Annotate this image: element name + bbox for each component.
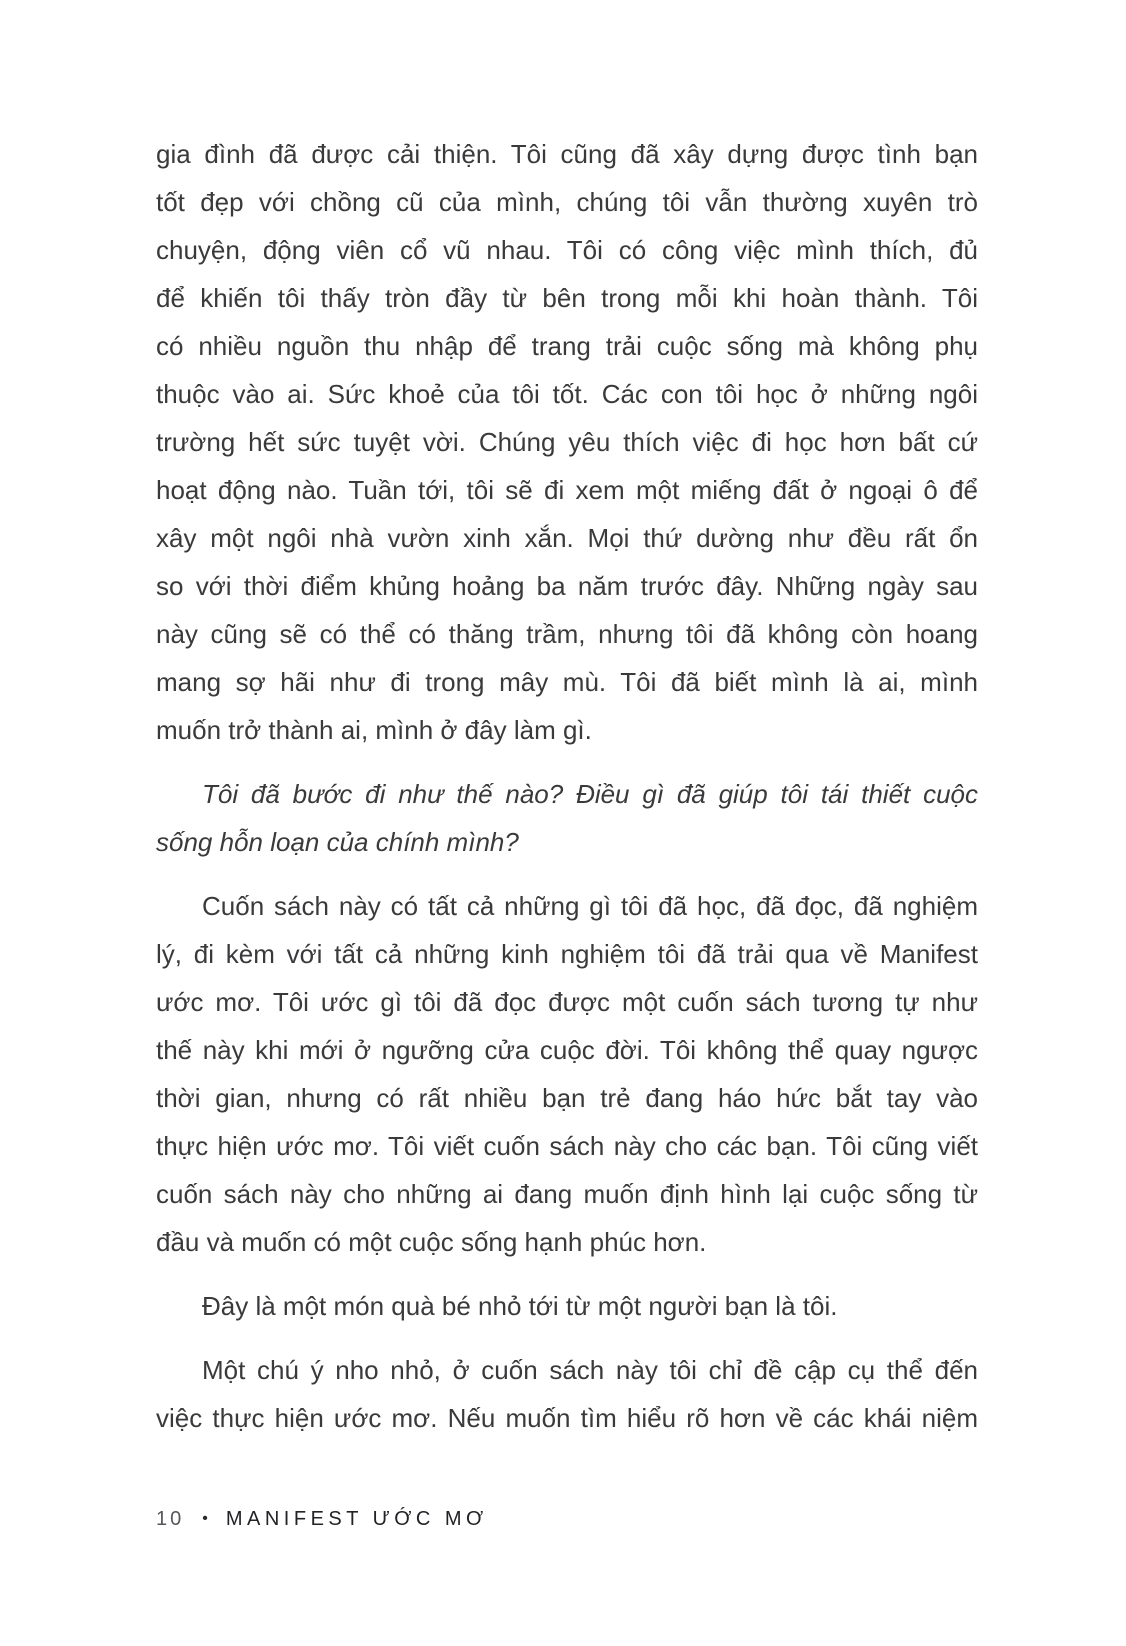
- text-line: chuyện, động viên cổ vũ nhau. Tôi có công việc mình thích, đủ: [156, 235, 978, 265]
- text-line: Cuốn sách này có tất cả những gì tôi đã học, đã đọc, đã nghiệm: [202, 891, 978, 921]
- text-line: đầu và muốn có một cuộc sống hạnh phúc hơn.: [156, 1227, 707, 1257]
- text-line: tốt đẹp với chồng cũ của mình, chúng tôi vẫn thường xuyên trò: [156, 187, 978, 217]
- text-line: thời gian, nhưng có rất nhiều bạn trẻ đang háo hức bắt tay vào: [156, 1083, 978, 1113]
- text-line: thực hiện ước mơ. Tôi viết cuốn sách này cho các bạn. Tôi cũng viết: [156, 1131, 978, 1161]
- text-line: sống hỗn loạn của chính mình?: [156, 827, 519, 857]
- text-line: so với thời điểm khủng hoảng ba năm trước đây. Những ngày sau: [156, 571, 978, 601]
- text-line: ước mơ. Tôi ước gì tôi đã đọc được một cuốn sách tương tự như: [156, 987, 978, 1017]
- text-line: muốn trở thành ai, mình ở đây làm gì.: [156, 715, 592, 745]
- text-line: mang sợ hãi như đi trong mây mù. Tôi đã biết mình là ai, mình: [156, 667, 978, 697]
- text-line: Một chú ý nho nhỏ, ở cuốn sách này tôi chỉ đề cập cụ thể đến: [202, 1355, 978, 1385]
- text-line: xây một ngôi nhà vườn xinh xắn. Mọi thứ dường như đều rất ổn: [156, 523, 978, 553]
- text-line: trường hết sức tuyệt vời. Chúng yêu thích việc đi học hơn bất cứ: [156, 427, 978, 457]
- text-line: cuốn sách này cho những ai đang muốn định hình lại cuộc sống từ: [156, 1179, 978, 1209]
- paragraph: [156, 1282, 978, 1330]
- footer-separator-bullet: •: [202, 1510, 208, 1527]
- text-line: thế này khi mới ở ngưỡng cửa cuộc đời. Tôi không thể quay ngược: [156, 1035, 978, 1065]
- text-line: hoạt động nào. Tuần tới, tôi sẽ đi xem một miếng đất ở ngoại ô để: [156, 475, 978, 505]
- paragraph-italic-question: [156, 770, 978, 866]
- text-line: có nhiều nguồn thu nhập để trang trải cuộc sống mà không phụ: [156, 331, 978, 361]
- page-number: 10: [156, 1508, 185, 1530]
- text-line: việc thực hiện ước mơ. Nếu muốn tìm hiểu rõ hơn về các khái niệm: [156, 1403, 978, 1433]
- page-footer: [156, 1506, 488, 1532]
- text-line: lý, đi kèm với tất cả những kinh nghiệm tôi đã trải qua về Manifest: [156, 939, 978, 969]
- text-line: này cũng sẽ có thể có thăng trầm, nhưng tôi đã không còn hoang: [156, 619, 978, 649]
- paragraph: [156, 130, 978, 754]
- text-line: Đây là một món quà bé nhỏ tới từ một người bạn là tôi.: [202, 1291, 838, 1321]
- text-line: để khiến tôi thấy tròn đầy từ bên trong mỗi khi hoàn thành. Tôi: [156, 283, 978, 313]
- paragraph: [156, 1346, 978, 1442]
- text-line: gia đình đã được cải thiện. Tôi cũng đã xây dựng được tình bạn: [156, 139, 978, 169]
- book-title: MANIFEST ƯỚC MƠ: [225, 1508, 488, 1530]
- text-line: thuộc vào ai. Sức khoẻ của tôi tốt. Các con tôi học ở những ngôi: [156, 379, 978, 409]
- text-line: Tôi đã bước đi như thế nào? Điều gì đã giúp tôi tái thiết cuộc: [202, 779, 978, 809]
- paragraph: [156, 882, 978, 1266]
- body-text-column: [156, 130, 978, 1458]
